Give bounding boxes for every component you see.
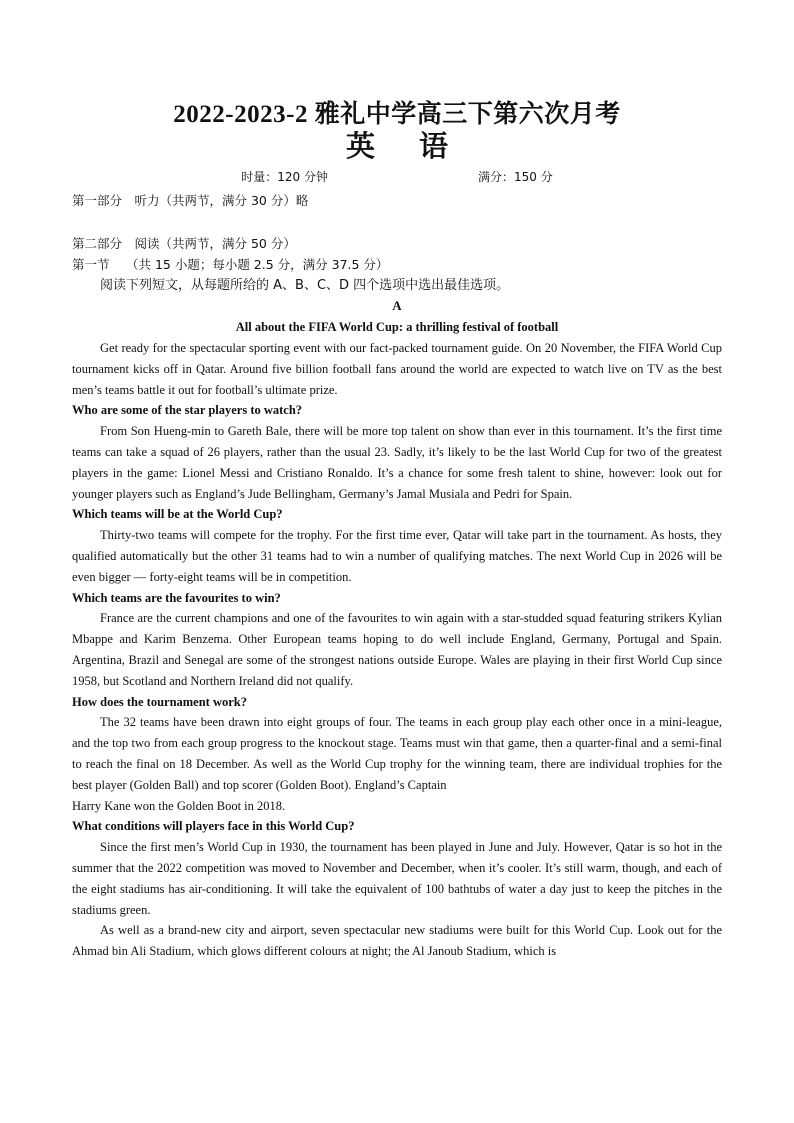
subheading-teams: Which teams will be at the World Cup? bbox=[72, 507, 283, 522]
passage-letter: A bbox=[392, 298, 402, 313]
article-title: All about the FIFA World Cup: a thrilling festival of football bbox=[235, 320, 559, 334]
exam-title: 2022-2023-2 雅礼中学高三下第六次月考 bbox=[173, 101, 621, 128]
paragraph-stadiums: As well as a brand-new city and airport, seven spectacular new stadiums were built for this World Cup. Look out for the Ahmad bin Ali Stadium, which glows different colours at night; the Al Janoub Stadium, which is bbox=[72, 923, 722, 959]
exam-meta bbox=[72, 168, 722, 186]
paragraph-tournament-work-cont: Harry Kane won the Golden Boot in 2018. bbox=[72, 798, 286, 813]
subheading-favourites: Which teams are the favourites to win? bbox=[72, 590, 281, 605]
instruction: 阅读下列短文，从每题所给的 A、B、C、D 四个选项中选出最佳选项。 bbox=[100, 278, 510, 293]
time-limit: 时量：120 分钟 bbox=[241, 170, 328, 184]
section1-heading: 第一节 （共 15 小题；每小题 2.5 分，满分 37.5 分） bbox=[72, 257, 389, 272]
paragraph-teams: Thirty-two teams will compete for the trophy. For the first time ever, Qatar will take part in the tournament. As hosts, they qualified automatically but the other 31 teams had to win a number of qualifying matches. The next World Cup in 2026 will be even bigger — forty-eight teams will be in competition. bbox=[72, 528, 722, 584]
subheading-tournament-work: How does the tournament work? bbox=[72, 694, 247, 709]
paragraph-conditions: Since the first men’s World Cup in 1930, the tournament has been played in June and July. However, Qatar is so hot in the summer that the 2022 competition was moved to November and December, when it’s cooler. It’s still warm, though, and each of the eight stadiums has air-conditioning. It will take the equivalent of 100 bathtubs of water a day just to keep the pitches in the stadiums green. bbox=[72, 840, 722, 917]
subheading-conditions: What conditions will players face in this World Cup? bbox=[72, 819, 355, 834]
paragraph-star-players: From Son Hueng-min to Gareth Bale, there will be more top talent on show than ever in this tournament. It’s the first time teams can take a squad of 26 players, rather than the usual 23. Sadly, it’s likely to be the last World Cup for two of the greatest players in the game: Lionel Messi and Cristiano Ronaldo. It’s a chance for some fresh talent to shine, however: look out for younger players such as England’s Jude Bellingham, Germany’s Jamal Musiala and Pedri for Spain. bbox=[72, 424, 722, 501]
article-intro: Get ready for the spectacular sporting event with our fact-packed tournament guide. On 20 November, the FIFA World Cup tournament kicks off in Qatar. Around five billion football fans around the world are expected to watch live on TV as the best men’s teams battle it out for football’s ultimate prize. bbox=[72, 341, 722, 397]
exam-page bbox=[72, 100, 722, 962]
subheading-star-players: Who are some of the star players to watch? bbox=[72, 403, 303, 418]
subject-title: 英语 bbox=[345, 131, 492, 163]
paragraph-tournament-work: The 32 teams have been drawn into eight groups of four. The teams in each group play each other once in a mini-league, and the top two from each group progress to the knockout stage. Teams must win that game, then a quarter-final and a semi-final to reach the final on 18 December. As well as the World Cup trophy for the winning team, there are individual trophies for the best player (Golden Ball) and top scorer (Golden Boot). England’s Captain bbox=[72, 715, 722, 792]
paragraph-favourites: France are the current champions and one of the favourites to win again with a star-studded squad featuring strikers Kylian Mbappe and Karim Benzema. Other European teams hoping to do well include England, Germany, Portugal and Spain. Argentina, Brazil and Senegal are some of the strongest nations outside Europe. Wales are playing in their first World Cup since 1958, but Scotland and Northern Ireland did not qualify. bbox=[72, 611, 722, 688]
part1-heading: 第一部分 听力（共两节，满分 30 分）略 bbox=[72, 193, 309, 208]
full-score: 满分：150 分 bbox=[478, 170, 553, 184]
part2-heading: 第二部分 阅读（共两节，满分 50 分） bbox=[72, 236, 296, 251]
